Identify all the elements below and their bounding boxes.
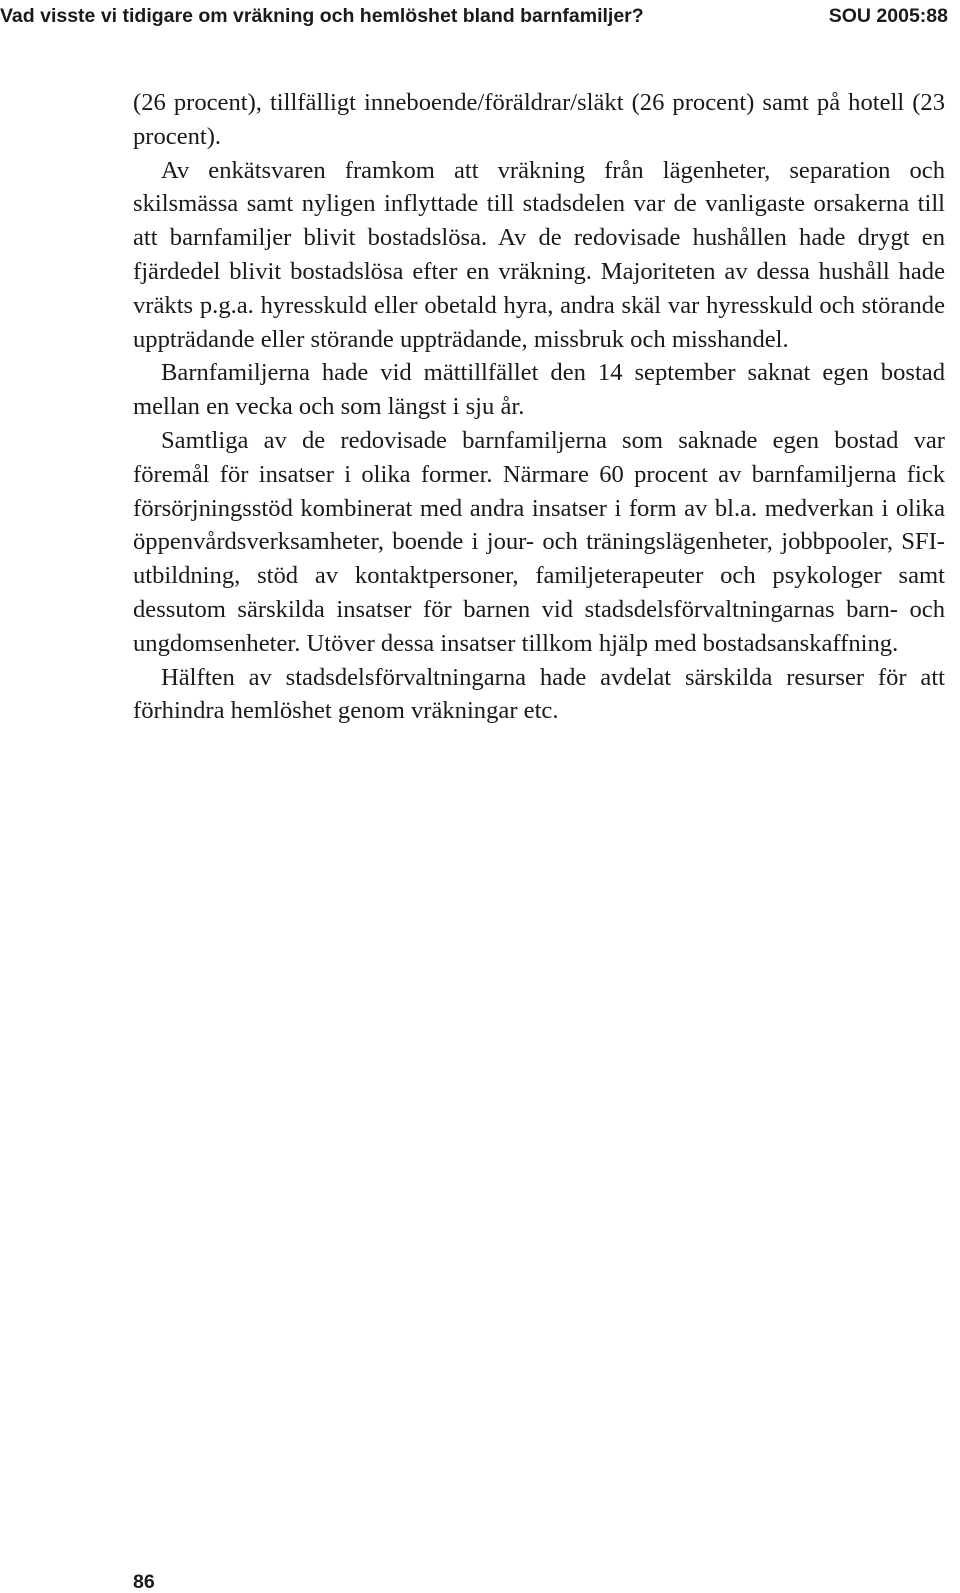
paragraph: Hälften av stadsdelsförvaltningarna hade avdelat särskilda resurser för att förhindra hemlöshet genom vräkningar etc. — [133, 663, 945, 725]
paragraph: Barnfamiljerna hade vid mättillfället den 14 september saknat egen bostad mellan en vecka och som längst i sju år. — [133, 359, 945, 421]
chapter-title: Vad visste vi tidigare om vräkning och hemlöshet bland barnfamiljer? — [0, 5, 644, 27]
paragraph-continued: (26 procent), tillfälligt inneboende/föräldrar/släkt (26 procent) samt på hotell (23 procent). — [133, 89, 945, 150]
report-id: SOU 2005:88 — [828, 5, 948, 27]
body-text — [133, 86, 945, 728]
paragraph: Samtliga av de redovisade barnfamiljerna som saknade egen bostad var föremål för insatser i olika former. Närmare 60 procent av barnfamiljerna fick försörjningsstöd kombinerat med andra insatser i form av bl.a. medverkan i olika öppenvårdsverksamheter, boende i jour- och träningslägenheter, jobbpooler, SFI-utbildning, stöd av kontaktpersoner, familjeterapeuter och psykologer samt dessutom särskilda insatser för barnen vid stadsdelsförvaltningarnas barn- och ungdomsenheter. Utöver dessa insatser tillkom hjälp med bostadsanskaffning. — [133, 426, 945, 657]
page-number: 86 — [133, 1571, 155, 1593]
running-header — [0, 4, 948, 28]
paragraph: Av enkätsvaren framkom att vräkning från lägenheter, separation och skilsmässa samt nyligen inflyttade till stadsdelen var de vanligaste orsakerna till att barnfamiljer blivit bostadslösa. Av de redovisade hushållen hade drygt en fjärdedel blivit bostadslösa efter en vräkning. Majoriteten av dessa hushåll hade vräkts p.g.a. hyresskuld eller obetald hyra, andra skäl var hyresskuld och störande uppträdande eller störande uppträdande, missbruk och misshandel. — [133, 156, 945, 353]
